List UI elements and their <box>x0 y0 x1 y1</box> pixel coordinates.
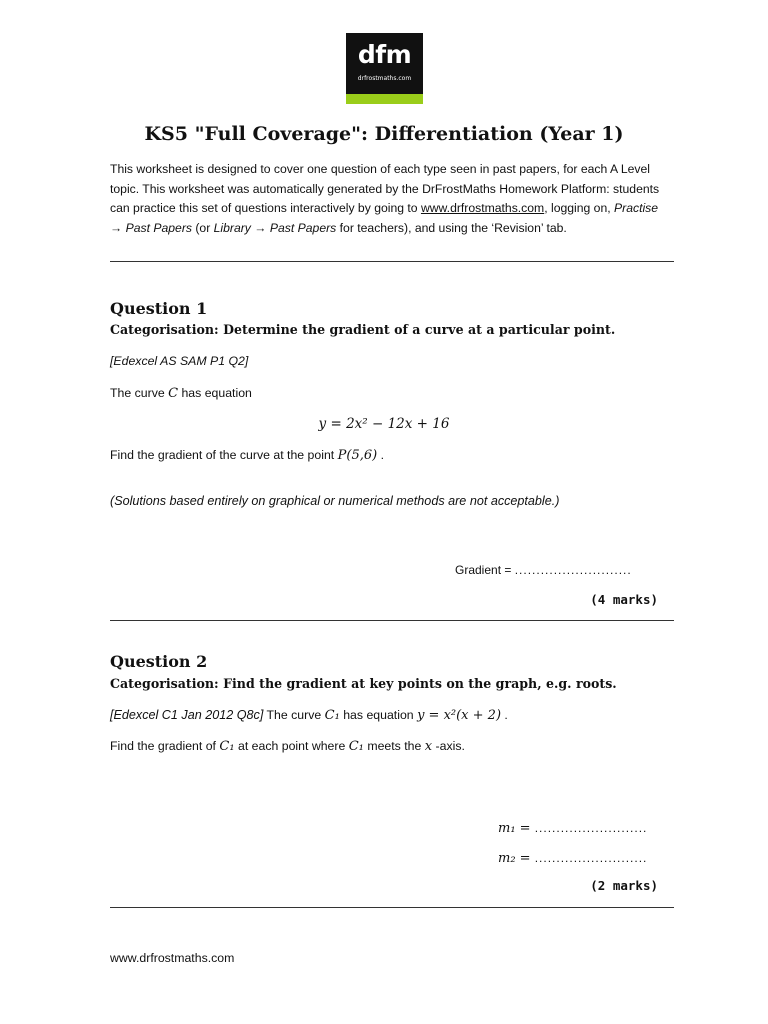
divider-3 <box>110 907 674 908</box>
q1-point: P(5,6) <box>337 448 378 463</box>
divider-1 <box>110 261 674 262</box>
intro-text-1: This worksheet is designed to cover one question of each type seen in past papers, for each A Level topic. This worksheet was automatically generated by the DrFrostMaths Homework Platform: students can practice this set of questions interactively by going to <box>110 162 660 216</box>
q2-m1-label: m₁ = <box>498 821 535 836</box>
q2-line1-pre: The curve <box>263 708 325 722</box>
q1-curve-var: C <box>168 386 179 401</box>
question-1-note: (Solutions based entirely on graphical or numerical methods are not acceptable.) <box>110 493 560 508</box>
intro-arrow-2: → <box>250 220 270 235</box>
question-1-source: [Edexcel AS SAM P1 Q2] <box>110 354 249 368</box>
q2-curve-var-2: C₁ <box>219 739 235 754</box>
intro-past-papers-1: Past Papers <box>125 220 192 235</box>
logo-url: drfrostmaths.com <box>357 75 412 82</box>
question-1-line-2 <box>110 446 384 465</box>
question-2-answer-m1 <box>498 820 647 837</box>
q2-m1-blank[interactable]: .......................... <box>534 821 648 835</box>
q2-line2-post: -axis. <box>432 739 465 753</box>
q2-source: [Edexcel C1 Jan 2012 Q8c] <box>110 708 264 722</box>
page-title: KS5 "Full Coverage": Differentiation (Year 1) <box>144 123 624 145</box>
q2-m2-label: m₂ = <box>498 851 535 866</box>
q2-curve-var: C₁ <box>324 708 340 723</box>
q1-answer-label: Gradient = <box>455 563 515 577</box>
question-1-line-1 <box>110 384 252 403</box>
logo-green-bar <box>346 94 423 104</box>
question-2-marks: (2 marks) <box>590 878 658 893</box>
question-1-equation: y = 2x² − 12x + 16 <box>318 416 450 432</box>
question-2-answer-m2 <box>498 850 647 867</box>
q2-line2-mid: at each point where <box>234 739 349 753</box>
intro-text-3: (or <box>191 220 214 235</box>
q2-line1-mid: has equation <box>339 708 418 722</box>
intro-link[interactable]: www.drfrostmaths.com <box>420 201 545 216</box>
q1-line2-post: . <box>377 448 385 462</box>
q2-line2-mid2: meets the <box>363 739 425 753</box>
intro-practise: Practise <box>614 201 659 216</box>
q1-answer-blank[interactable]: ........................... <box>514 563 632 577</box>
question-2-category: Categorisation: Find the gradient at key points on the graph, e.g. roots. <box>110 676 617 691</box>
question-1-answer <box>455 562 632 578</box>
intro-text-4: for teachers), and using the ‘Revision’ tab. <box>336 220 567 235</box>
question-1-category: Categorisation: Determine the gradient of a curve at a particular point. <box>110 322 616 337</box>
q2-axis-var: x <box>424 739 433 754</box>
footer-url[interactable]: www.drfrostmaths.com <box>110 951 235 965</box>
question-2-heading: Question 2 <box>110 652 208 671</box>
dfm-logo <box>346 33 423 104</box>
question-2-line-1 <box>110 706 508 725</box>
q2-curve-var-3: C₁ <box>348 739 364 754</box>
q2-m2-blank[interactable]: .......................... <box>534 851 648 865</box>
q1-line1-post: has equation <box>178 386 252 400</box>
question-2-line-2 <box>110 737 465 756</box>
q2-equation: y = x²(x + 2) <box>417 708 502 723</box>
intro-paragraph <box>110 160 670 238</box>
intro-arrow-1: → <box>110 220 126 235</box>
q2-line1-post: . <box>501 708 508 722</box>
question-1-marks: (4 marks) <box>590 592 658 607</box>
question-1-heading: Question 1 <box>110 299 208 318</box>
q1-line2-pre: Find the gradient of the curve at the point <box>110 448 338 462</box>
divider-2 <box>110 620 674 621</box>
intro-text-2: , logging on, <box>544 201 615 216</box>
logo-text: dfm <box>357 40 412 69</box>
intro-past-papers-2: Past Papers <box>269 220 337 235</box>
q2-line2-pre: Find the gradient of <box>110 739 220 753</box>
intro-library: Library <box>213 220 251 235</box>
q1-line1-pre: The curve <box>110 386 169 400</box>
